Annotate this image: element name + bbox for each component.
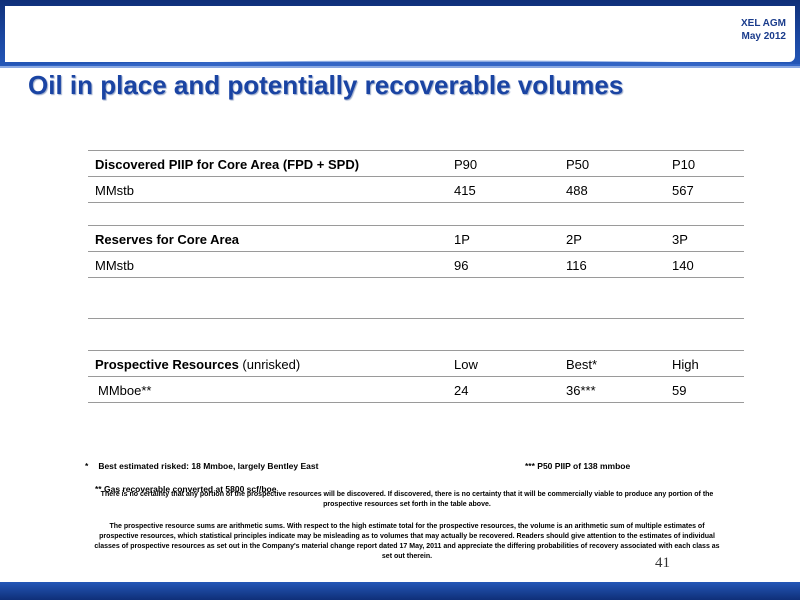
table-row bbox=[88, 177, 744, 203]
table-header-cell bbox=[95, 357, 300, 372]
table-header-cell: Low bbox=[454, 357, 478, 372]
footnote-triple-star: *** P50 PIIP of 138 mmboe bbox=[525, 461, 631, 471]
footnote-star bbox=[85, 461, 318, 471]
table-cell: MMstb bbox=[95, 183, 134, 198]
footnote-star-mark: * bbox=[85, 461, 89, 471]
table-header-row bbox=[88, 150, 744, 177]
piip-table bbox=[88, 150, 744, 203]
table-header-row bbox=[88, 350, 744, 377]
reserves-table bbox=[88, 225, 744, 278]
table-cell: 415 bbox=[454, 183, 476, 198]
table-header-cell: Best* bbox=[566, 357, 598, 372]
table-cell: 116 bbox=[566, 258, 587, 273]
table-header-cell: P10 bbox=[672, 157, 696, 172]
disclaimer-paragraph: The prospective resource sums are arithmetic sums. With respect to the high estimate total for the prospective resources, the volume is an arithmetic sum of multiple estimates of prospective resources, which statistical principles indicate may be misleading as to volumes that may actually be recovered. Readers should give attention to the estimates of individual classes of prospective resources as set out in the Company's material change report dated 17 May, 2011 and appreciate the differing probabilities of recovery associated with each class as set out therein. bbox=[94, 523, 720, 560]
footnote-double-star: ** Gas recoverable converted at 5800 scf/boe bbox=[95, 484, 277, 494]
table-header-cell: P90 bbox=[454, 157, 478, 172]
table-header-cell: 1P bbox=[454, 232, 470, 247]
table-cell: 96 bbox=[454, 258, 469, 273]
prospective-table bbox=[88, 350, 744, 403]
page-title: Oil in place and potentially recoverable volumes bbox=[28, 70, 624, 100]
header-panel bbox=[5, 6, 795, 62]
table-row bbox=[88, 252, 744, 278]
table-divider bbox=[88, 318, 744, 319]
table-header-cell: Discovered PIIP for Core Area (FPD + SPD) bbox=[95, 157, 360, 172]
prospective-header-bold: Prospective Resources bbox=[95, 357, 239, 372]
header-date-label: May 2012 bbox=[741, 31, 786, 42]
table-header-cell: 2P bbox=[566, 232, 582, 247]
table-cell: 140 bbox=[672, 258, 694, 273]
header-swoosh bbox=[0, 58, 800, 68]
table-cell: MMboe** bbox=[98, 383, 152, 398]
table-cell: 488 bbox=[566, 183, 588, 198]
table-header-cell: P50 bbox=[566, 157, 590, 172]
disclaimer-paragraph: There is no certainty that any portion of the prospective resources will be discovered. If discovered, there is no certainty that it will be commercially viable to produce any portion of the prospective resources set forth in the table above. bbox=[100, 491, 714, 508]
header-event-label: XEL AGM bbox=[740, 18, 786, 29]
table-row bbox=[88, 377, 744, 403]
table-cell: MMstb bbox=[95, 258, 134, 273]
table-header-row bbox=[88, 225, 744, 252]
table-cell: 36*** bbox=[566, 383, 596, 398]
footer-bar bbox=[0, 582, 800, 600]
table-header-cell: Reserves for Core Area bbox=[95, 232, 240, 247]
table-cell: 24 bbox=[454, 383, 469, 398]
table-header-cell: High bbox=[672, 357, 699, 372]
footnote-star-text: Best estimated risked: 18 Mmboe, largely Bentley East bbox=[98, 461, 319, 471]
page-number: 41 bbox=[655, 555, 670, 571]
table-cell: 567 bbox=[672, 183, 694, 198]
prospective-header-note: (unrisked) bbox=[242, 357, 301, 372]
table-header-cell: 3P bbox=[672, 232, 688, 247]
table-cell: 59 bbox=[672, 383, 687, 398]
header-banner bbox=[0, 0, 800, 66]
